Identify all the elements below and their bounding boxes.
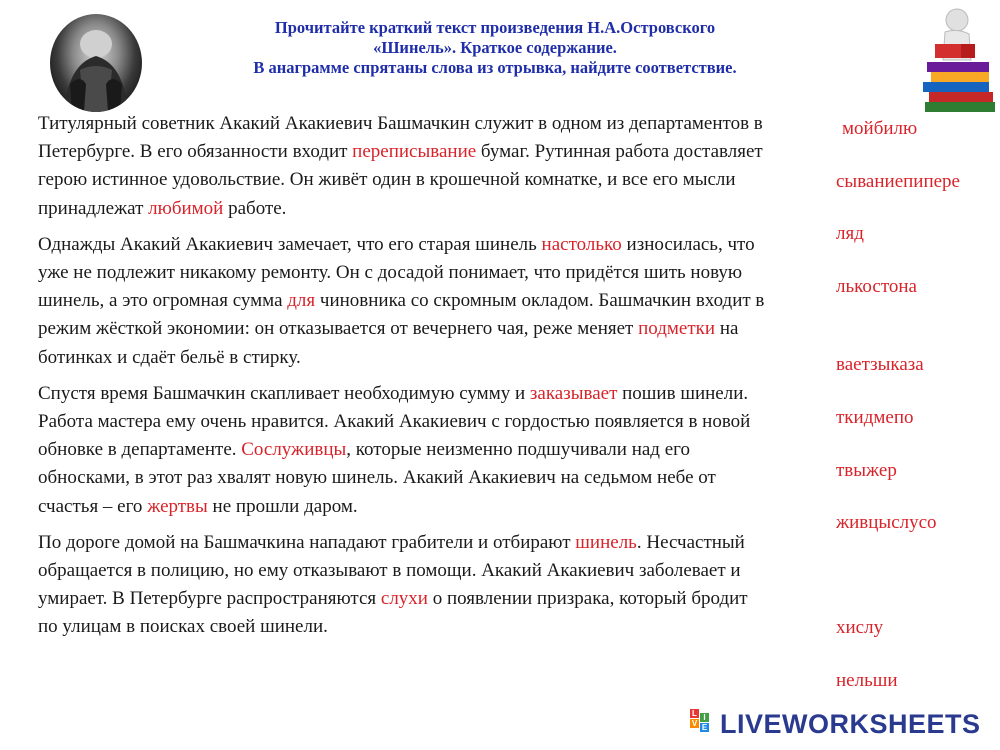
hidden-word-7: Сослуживцы xyxy=(241,439,347,461)
header-line-3: В анаграмме спрятаны слова из отрывка, найдите соответствие. xyxy=(253,58,737,77)
author-portrait-image xyxy=(50,14,142,112)
anagram-tile-6[interactable]: ткидмепо xyxy=(836,407,914,428)
paragraph-4 xyxy=(38,529,768,642)
liveworksheets-cube-icon xyxy=(690,709,718,739)
hidden-word-4: для xyxy=(287,290,316,312)
hidden-word-6: заказывает xyxy=(529,382,618,404)
anagram-tile-2[interactable]: сываниепипере xyxy=(836,171,960,192)
text-segment: По дороге домой на Башмачкина нападают грабители и отбирают xyxy=(38,531,576,553)
text-segment: чиновника со скромным окладом. Башмачкин входит в режим жёсткой экономии: он отказывается от вечернего чая, реже меняет xyxy=(38,290,765,340)
liveworksheets-wordmark: LIVEWORKSHEETS xyxy=(720,708,981,739)
paragraph-1 xyxy=(38,110,768,223)
anagram-tile-9[interactable]: хислу xyxy=(836,617,884,638)
text-segment: бумаг. Рутинная работа доставляет герою истинное удовольствие. Он живёт один в крошечной комнатке, и все его мысли принадлежат xyxy=(38,141,763,219)
text-segment: не прошли даром. xyxy=(207,495,358,517)
logo-letter: I xyxy=(700,713,709,722)
anagram-tile-1[interactable]: мойбилю xyxy=(842,118,918,139)
header-line-1: Прочитайте краткий текст произведения Н.А.Островского xyxy=(274,18,716,37)
portrait-illustration xyxy=(50,14,142,112)
text-segment: износилась, что уже не подлежит никакому ремонту. Он с досадой понимает, что придётся шить новую шинель, а это огромная сумма xyxy=(38,233,755,312)
text-segment: Однажды Акакий Акакиевич замечает, что его старая шинель xyxy=(38,233,542,255)
liveworksheets-logo[interactable] xyxy=(690,706,981,742)
logo-letter: L xyxy=(690,709,699,718)
header-line-2: «Шинель». Краткое содержание. xyxy=(373,38,617,57)
paragraph-2 xyxy=(38,231,768,372)
anagram-tile-4[interactable]: лькостона xyxy=(836,276,917,297)
anagram-tile-5[interactable]: ваетзыказа xyxy=(836,354,924,375)
reader-illustration xyxy=(905,6,997,118)
anagram-tile-8[interactable]: живцыслусо xyxy=(836,512,937,533)
hidden-word-9: шинель xyxy=(575,531,637,553)
reader-on-books-image xyxy=(905,6,997,118)
logo-letter: E xyxy=(701,723,708,732)
logo-letter: V xyxy=(691,719,698,728)
hidden-word-5: подметки xyxy=(638,318,716,340)
text-segment: пошив шинели. Работа мастера ему очень нравится. Акакий Акакиевич с гордостью появляется в новой обновке в департаменте. xyxy=(38,382,751,461)
hidden-word-10: слухи xyxy=(380,588,428,610)
hidden-word-2: любимой xyxy=(148,197,224,219)
text-segment: работе. xyxy=(223,197,287,219)
anagram-tile-3[interactable]: ляд xyxy=(836,223,864,244)
hidden-word-1: переписывание xyxy=(352,141,477,163)
story-text xyxy=(38,110,768,650)
paragraph-3 xyxy=(38,380,768,521)
anagram-tile-7[interactable]: твыжер xyxy=(836,460,897,481)
text-segment: , которые неизменно подшучивали над его обносками, в этот раз хвалят новую шинель. Акакий Акакиевич на седьмом небе от счастья – его xyxy=(38,439,716,517)
text-segment: о появлении призрака, который бродит по улицам в поисках своей шинели. xyxy=(38,588,748,638)
anagram-tile-10[interactable]: нельши xyxy=(836,670,898,691)
text-segment: Титулярный советник Акакий Акакиевич Башмачкин служит в одном из департаментов в Петербурге. В его обязанности входит xyxy=(38,113,763,163)
text-segment: . Несчастный обращается в полицию, но ему отказывают в помощи. Акакий Акакиевич заболевает и умирает. В Петербурге распространяются xyxy=(38,531,745,610)
text-segment: на ботинках и сдаёт бельё в стирку. xyxy=(38,318,739,368)
worksheet-header xyxy=(150,18,840,78)
text-segment: Спустя время Башмачкин скапливает необходимую сумму и xyxy=(38,382,530,404)
hidden-word-3: настолько xyxy=(541,233,622,255)
hidden-word-8: жертвы xyxy=(147,495,208,517)
